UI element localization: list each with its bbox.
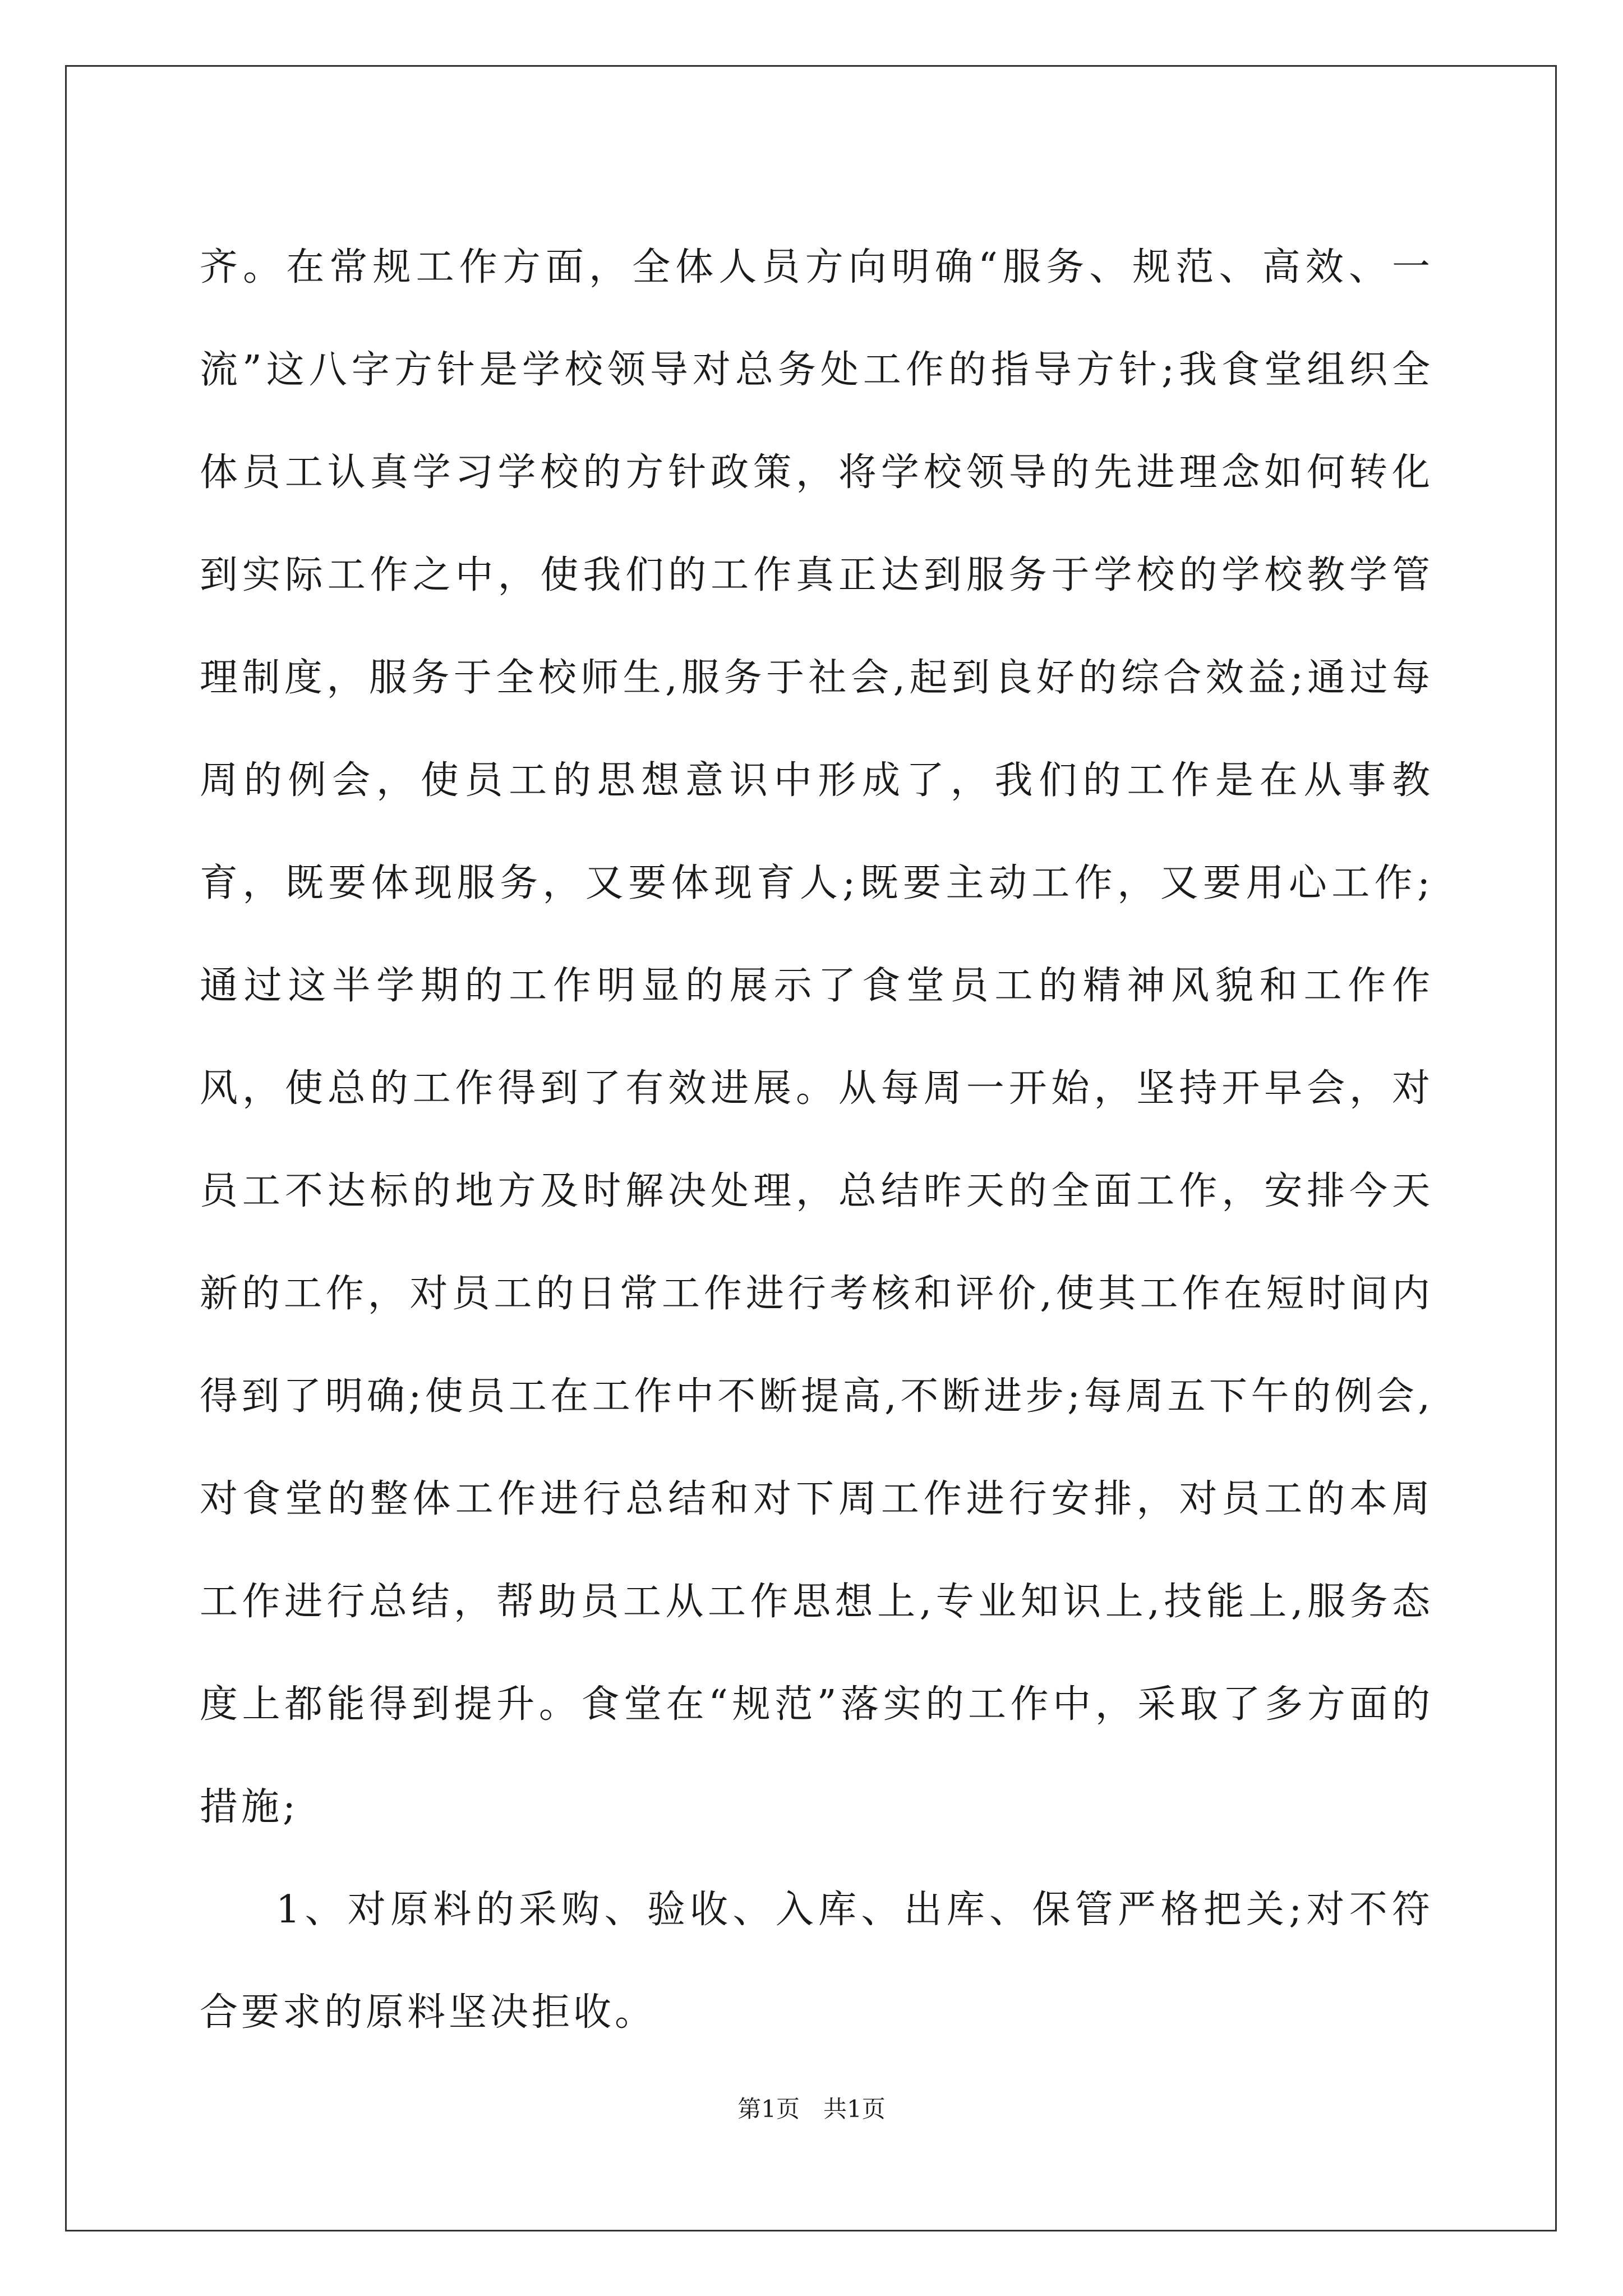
document-body xyxy=(200,216,1433,2064)
paragraph-2: 1、对原料的采购、验收、入库、出库、保管严格把关;对不符合要求的原料坚决拒收。 xyxy=(200,1888,1433,2035)
page-footer: 第1页 共1页 xyxy=(737,2095,886,2123)
paragraph-1: 齐。在常规工作方面，全体人员方向明确“服务、规范、高效、一流”这八字方针是学校领导对总务处工作的指导方针;我食堂组织全体员工认真学习学校的方针政策，将学校领导的先进理念如何转化到实际工作之中，使我们的工作真正达到服务于学校的学校教学管理制度，服务于全校师生,服务于社会,起到良好的综合效益;通过每周的例会，使员工的思想意识中形成了，我们的工作是在从事教育，既要体现服务，又要体现育人;既要主动工作，又要用心工作;通过这半学期的工作明显的展示了食堂员工的精神风貌和工作作风，使总的工作得到了有效进展。从每周一开始，坚持开早会，对员工不达标的地方及时解决处理，总结昨天的全面工作，安排今天新的工作，对员工的日常工作进行考核和评价,使其工作在短时间内得到了明确;使员工在工作中不断提高,不断进步;每周五下午的例会,对食堂的整体工作进行总结和对下周工作进行安排，对员工的本周工作进行总结，帮助员工从工作思想上,专业知识上,技能上,服务态度上都能得到提升。食堂在“规范”落实的工作中，采取了多方面的措施; xyxy=(200,245,1434,1829)
